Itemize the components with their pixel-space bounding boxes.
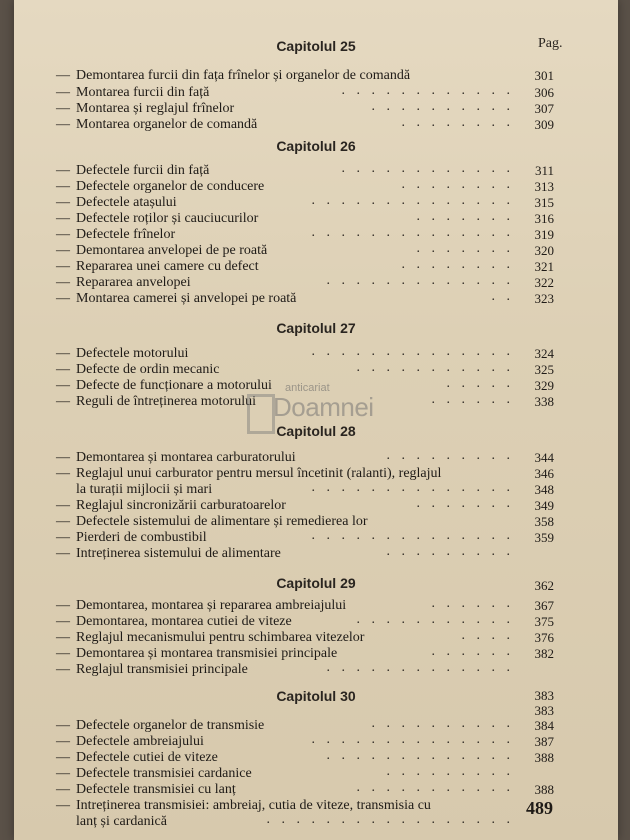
page-ref: 348	[534, 482, 554, 497]
watermark-top-text: anticariat	[285, 382, 330, 394]
chapter-title: Capitolul 28	[276, 423, 356, 439]
pag-header: Pag.	[538, 36, 563, 51]
toc-entry: — Pierderi de combustibil . . . . . . . . . . . . . . 359	[56, 528, 554, 545]
toc-entry: — Demontarea, montarea și repararea ambreiajului . . . . . . 367	[56, 596, 554, 613]
toc-entry: — Repararea unei camere cu defect . . . . . . . . 321	[56, 257, 554, 274]
toc-entry: — Reglajul sincronizării carburatoarelor . . . . . . . 349	[56, 496, 554, 513]
toc-entry: — Demontarea și montarea carburatorului . . . . . . . . . 344	[56, 448, 554, 465]
toc-entry-continuation: lanț și cardanică . . . . . . . . . . . . . . . . .	[76, 812, 514, 829]
toc-entry: — Defectele frînelor . . . . . . . . . . . . . . 319	[56, 225, 554, 242]
toc-entry: — Reglajul transmisiei principale . . . . . . . . . . . . .	[56, 660, 514, 677]
toc-entry: — Reglajul unui carburator pentru mersul încetinit (ralanti), reglajul	[56, 466, 442, 481]
toc-entry: — Montarea furcii din față . . . . . . . . . . . . 306	[56, 83, 554, 100]
toc-entry: — Defectele sistemului de alimentare și remedierea lor 358	[56, 514, 554, 529]
toc-entry: — Reguli de întreținerea motorului . . . . . . 338	[56, 392, 554, 409]
toc-entry: — Demontarea, montarea cutiei de viteze . . . . . . . . . . . 375	[56, 612, 554, 629]
page-ref: 346	[534, 466, 554, 481]
toc-entry: — Defectele organelor de conducere . . . . . . . . 313	[56, 177, 554, 194]
toc-entry: — Defectele transmisiei cu lanț . . . . . . . . . . . 388	[56, 780, 554, 797]
toc-entry: — Defectele ambreiajului . . . . . . . . . . . . . . 387	[56, 732, 554, 749]
chapter-title: Capitolul 29	[276, 575, 356, 591]
page-ref: 383	[534, 703, 554, 718]
page-ref: 362	[534, 578, 554, 593]
page-ref: 383	[534, 688, 554, 703]
toc-entry: — Montarea și reglajul frînelor . . . . . . . . . . 307	[56, 99, 554, 116]
toc-entry: — Defecte de funcționare a motorului . . . . . 329	[56, 376, 554, 393]
toc-entry: — Montarea camerei și anvelopei pe roată . . 323	[56, 289, 554, 306]
toc-entry: — Defectele furcii din față . . . . . . . . . . . . 311	[56, 161, 554, 178]
toc-entry: — Defectele organelor de transmisie . . . . . . . . . . 384	[56, 716, 554, 733]
toc-entry: — Defecte de ordin mecanic . . . . . . . . . . . 325	[56, 360, 554, 377]
chapter-title: Capitolul 30	[276, 688, 356, 704]
toc-entry: — Intreținerea sistemului de alimentare . . . . . . . . .	[56, 544, 514, 561]
toc-entry: — Demontarea furcii din fața frînelor și organelor de comandă 301	[56, 68, 554, 83]
toc-entry-continuation: la turații mijlocii și mari . . . . . . . . . . . . . .	[76, 480, 514, 497]
toc-entry: — Defectele cutiei de viteze . . . . . . . . . . . . . 388	[56, 748, 554, 765]
toc-entry: — Defectele atașului . . . . . . . . . . . . . . 315	[56, 193, 554, 210]
watermark-main-text: Doamnei	[273, 392, 374, 422]
toc-entry: — Montarea organelor de comandă . . . . . . . . 309	[56, 115, 554, 132]
toc-entry: — Demontarea anvelopei de pe roată . . . . . . . 320	[56, 241, 554, 258]
toc-entry: — Defectele roților și cauciucurilor . . . . . . . 316	[56, 209, 554, 226]
chapter-title: Capitolul 25	[276, 38, 356, 54]
chapter-title: Capitolul 26	[276, 138, 356, 154]
toc-entry: — Defectele motorului . . . . . . . . . . . . . . 324	[56, 344, 554, 361]
toc-entry: — Defectele transmisiei cardanice . . . . . . . . .	[56, 764, 514, 781]
toc-entry: — Reglajul mecanismului pentru schimbarea vitezelor . . . . 376	[56, 628, 554, 645]
toc-entry: — Demontarea și montarea transmisiei principale . . . . . . 382	[56, 644, 554, 661]
toc-entry: — Intreținerea transmisiei: ambreiaj, cutia de viteze, transmisia cu	[56, 798, 431, 813]
chapter-title: Capitolul 27	[276, 320, 356, 336]
page-number: 489	[526, 798, 553, 818]
book-page	[14, 0, 618, 840]
toc-entry: — Repararea anvelopei . . . . . . . . . . . . . 322	[56, 273, 554, 290]
